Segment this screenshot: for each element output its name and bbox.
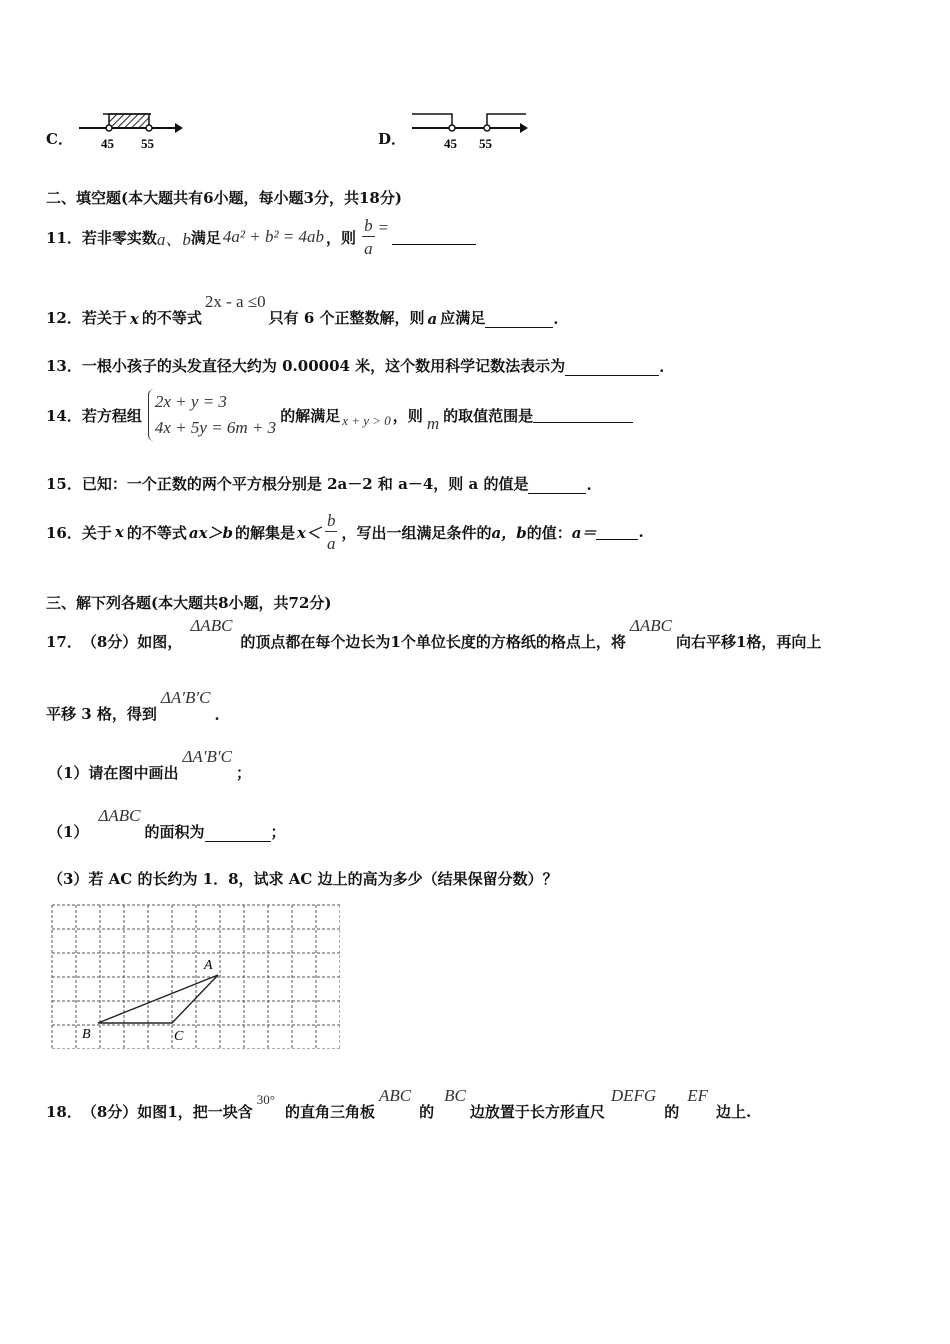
- question-18: 18． （8分）如图1，把一块含 30° 的直角三角板 ABC 的 BC 边放置于长方形直尺 DEFG 的 EF 边上.: [46, 1086, 752, 1121]
- question-15: 15． 已知：一个正数的两个平方根分别是 2a－2 和 a－4，则 a 的值是 .: [46, 475, 592, 494]
- vertex-label-a: A: [204, 958, 213, 973]
- point-55: [146, 125, 152, 131]
- triangle-abc: [98, 975, 218, 1023]
- question-11: 11． 若非零实数 a、b 满足 4a² + b² = 4ab ，则 $\frac{b}{a}$ =: [46, 212, 476, 262]
- section3-title: 三、解下列各题(本大题共8小题，共72分): [46, 594, 332, 612]
- q17-part-2: （1） ΔABC 的面积为 ；: [48, 806, 286, 841]
- question-14: 14． 若方程组 2x + y = 3 4x + 5y = 6m + 3 的解满足 x + y > 0 ，则 m 的取值范围是: [46, 387, 633, 443]
- tick-45: 45: [101, 136, 114, 151]
- q17-grid-figure: [50, 903, 340, 1049]
- q16-answer-blank[interactable]: [596, 525, 638, 540]
- q14-answer-blank[interactable]: [533, 408, 633, 423]
- question-17: 17． （8分）如图， ΔABC 的顶点都在每个边长为1个单位长度的方格纸的格点上，将 ΔABC 向右平移1格，再向上: [46, 616, 822, 651]
- q15-answer-blank[interactable]: [528, 479, 586, 494]
- vertex-label-b: B: [82, 1027, 91, 1042]
- option-c-numberline: [75, 106, 185, 152]
- q17-area-answer-blank[interactable]: [205, 827, 271, 842]
- q12-answer-blank[interactable]: [485, 313, 553, 328]
- ray-left: [412, 114, 452, 128]
- q16-fraction: $\frac{b}{a}$: [326, 511, 336, 553]
- q13-answer-blank[interactable]: [565, 361, 659, 376]
- q11-number: 11．: [46, 228, 82, 247]
- point-45: [106, 125, 112, 131]
- question-12: 12． 若关于 x 的不等式 2x - a ≤0 只有 6 个正整数解，则 a 应满足 .: [46, 292, 559, 328]
- q11-answer-blank[interactable]: [392, 230, 476, 245]
- option-c-label: C．: [46, 130, 73, 148]
- section2-title: 二、填空题(本大题共有6小题，每小题3分，共18分): [46, 189, 402, 207]
- tick-55: 55: [479, 136, 492, 151]
- q17-part-1: （1）请在图中画出 ΔA′B′C ；: [48, 747, 251, 782]
- point-55: [484, 125, 490, 131]
- shaded-region: [109, 114, 149, 128]
- grid-lines: [52, 905, 340, 1049]
- vertex-label-c: C: [174, 1029, 184, 1044]
- option-d-label: D．: [378, 130, 407, 148]
- q11-equation: 4a² + b² = 4ab: [222, 227, 325, 246]
- question-16: 16． 关于 x 的不等式 ax＞b 的解集是 x＜ $\frac{b}{a}$ ，写出一组满足条件的 a，b 的值： a＝ .: [46, 511, 644, 553]
- q12-inequality: 2x - a ≤0: [204, 292, 266, 311]
- point-45: [449, 125, 455, 131]
- q14-equation-system: 2x + y = 3 4x + 5y = 6m + 3: [148, 389, 276, 441]
- option-d-numberline: [408, 106, 533, 152]
- tick-45: 45: [444, 136, 457, 151]
- tick-55: 55: [141, 136, 154, 151]
- q17-part-3: （3）若 AC 的长约为 1．8，试求 AC 边上的高为多少（结果保留分数）？: [48, 870, 558, 888]
- arrow-head: [520, 123, 528, 133]
- arrow-head: [175, 123, 183, 133]
- q17-line-2: 平移 3 格，得到 ΔA′B′C .: [46, 688, 220, 724]
- question-13: 13． 一根小孩子的头发直径大约为 0.00004 米，这个数用科学记数法表示为 .: [46, 357, 665, 376]
- q11-fraction: $\frac{b}{a}$: [364, 216, 373, 258]
